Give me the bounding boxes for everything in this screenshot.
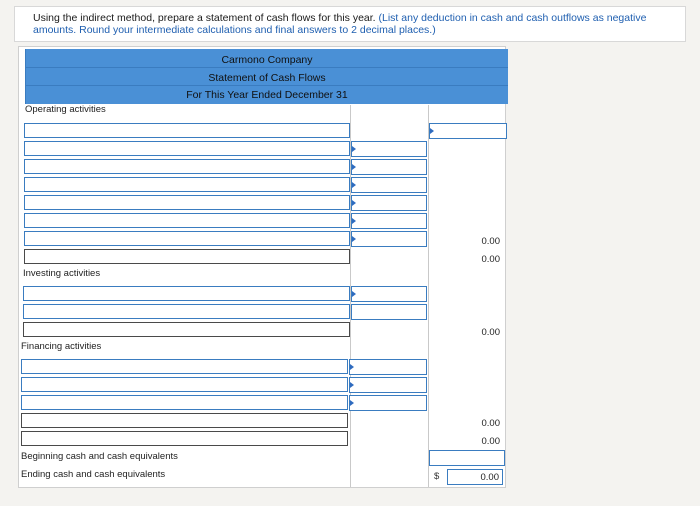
statement-period: For This Year Ended December 31 (186, 89, 348, 101)
net-financing-total: 0.00 (481, 436, 500, 447)
investing-row-1-description[interactable] (23, 286, 350, 301)
financing-row-2-description[interactable] (21, 377, 348, 392)
instructions-hint: (List any deduction in cash and cash outflows as negative amounts. Round your intermediate calculations and final answers to 2 decimal places.) (33, 12, 647, 36)
statement-header (25, 49, 508, 104)
operating-row-7-amount-input[interactable] (351, 231, 427, 247)
dropdown-arrow-icon (352, 146, 356, 152)
instructions-text: Using the indirect method, prepare a statement of cash flows for this year. (33, 12, 376, 24)
operating-row-5-description[interactable] (24, 195, 350, 210)
operating-activities-label: Operating activities (25, 104, 106, 115)
dropdown-arrow-icon (352, 291, 356, 297)
operating-row-4-description[interactable] (24, 177, 350, 192)
financing-row-4-description[interactable] (21, 413, 348, 428)
investing-row-2-amount-input[interactable] (351, 304, 427, 320)
dropdown-arrow-icon (352, 218, 356, 224)
currency-symbol: $ (434, 471, 440, 482)
financing-row-3-description[interactable] (21, 395, 348, 410)
operating-row-3-description[interactable] (24, 159, 350, 174)
net-operating-total: 0.00 (481, 254, 500, 265)
operating-row-3-amount-input[interactable] (351, 159, 427, 175)
net-investing-total: 0.00 (481, 327, 500, 338)
operating-row-2-amount-input[interactable] (351, 141, 427, 157)
financing-row-2-amount-input[interactable] (349, 377, 427, 393)
investing-activities-label: Investing activities (23, 268, 101, 279)
cash-flow-worksheet (18, 46, 506, 488)
company-name: Carmono Company (221, 54, 313, 66)
investing-row-2-description[interactable] (23, 304, 350, 319)
statement-title: Statement of Cash Flows (208, 72, 326, 84)
financing-row-5-description[interactable] (21, 431, 348, 446)
ending-cash-total: 0.00 (447, 469, 503, 485)
dropdown-arrow-icon (352, 182, 356, 188)
dropdown-arrow-icon (430, 128, 434, 134)
operating-row-7-description[interactable] (24, 231, 350, 246)
operating-row-8-description[interactable] (24, 249, 350, 264)
financing-row-1-description[interactable] (21, 359, 348, 374)
investing-row-3-description[interactable] (23, 322, 350, 337)
financing-activities-label: Financing activities (21, 341, 102, 352)
financing-subtotal: 0.00 (481, 418, 500, 429)
operating-row-6-description[interactable] (24, 213, 350, 228)
dropdown-arrow-icon (350, 364, 354, 370)
operating-row-4-amount-input[interactable] (351, 177, 427, 193)
operating-row-2-description[interactable] (24, 141, 350, 156)
instructions-panel (14, 6, 686, 42)
beginning-cash-label: Beginning cash and cash equivalents (21, 451, 178, 462)
dropdown-arrow-icon (352, 200, 356, 206)
operating-row-6-amount-input[interactable] (351, 213, 427, 229)
financing-row-3-amount-input[interactable] (349, 395, 427, 411)
operating-row-1-total-input[interactable] (429, 123, 507, 139)
ending-cash-label: Ending cash and cash equivalents (21, 469, 166, 480)
dropdown-arrow-icon (350, 382, 354, 388)
operating-row-1-description[interactable] (24, 123, 350, 138)
dropdown-arrow-icon (350, 400, 354, 406)
dropdown-arrow-icon (352, 164, 356, 170)
operating-subtotal: 0.00 (481, 236, 500, 247)
investing-row-1-amount-input[interactable] (351, 286, 427, 302)
beginning-cash-input[interactable] (429, 450, 505, 466)
operating-row-5-amount-input[interactable] (351, 195, 427, 211)
financing-row-1-amount-input[interactable] (349, 359, 427, 375)
dropdown-arrow-icon (352, 236, 356, 242)
